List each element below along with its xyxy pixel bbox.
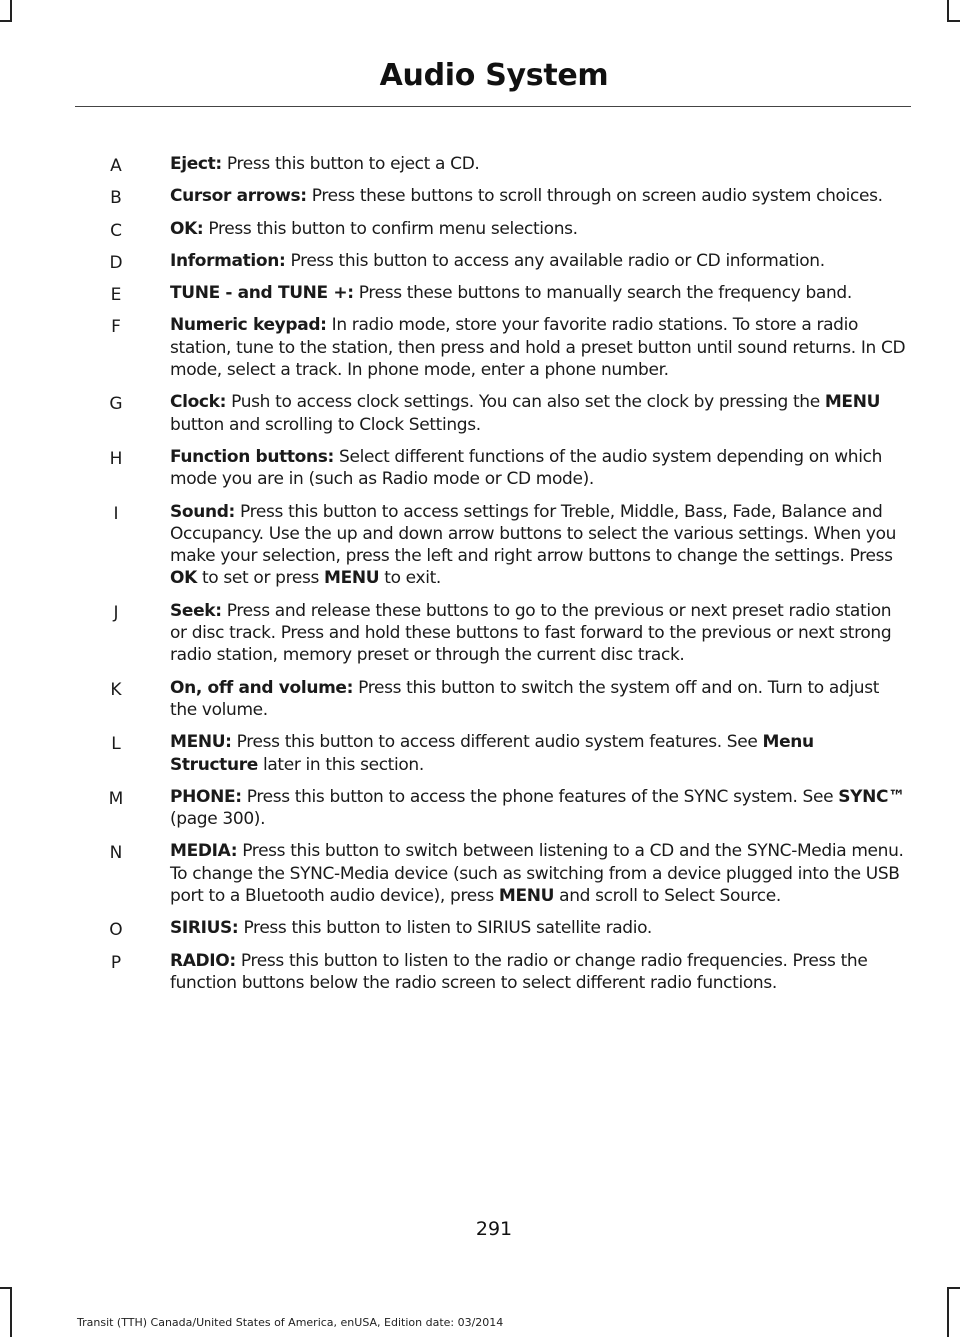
legend-item (0, 950, 960, 995)
crop-mark-bottom-left-horizontal (0, 1287, 12, 1289)
description-text: Press these buttons to manually search the frequency band. (353, 283, 852, 304)
description-text: Press this button to eject a CD. (221, 154, 480, 174)
bold-term: Function buttons: (170, 446, 334, 467)
description-text: Select different functions of the audio system depending on which mode you are in (such as Radio mode or CD mode). (170, 446, 883, 490)
bold-term: OK (170, 568, 197, 589)
legend-item (0, 250, 960, 272)
legend-item (0, 840, 960, 907)
bold-term: MENU (324, 568, 380, 589)
crop-mark-bottom-right-vertical (947, 1287, 949, 1337)
callout-letter: D (109, 252, 123, 273)
legend-item (0, 677, 960, 722)
legend-description (170, 786, 906, 831)
bold-term: PHONE: (170, 786, 242, 807)
crop-mark-top-right-horizontal (947, 20, 960, 22)
crop-mark-top-right-vertical (947, 0, 949, 22)
description-text: (page 300). (170, 809, 266, 830)
legend-description (170, 501, 906, 590)
callout-letter: F (111, 317, 121, 338)
legend-item (0, 786, 960, 831)
description-text: Press and release these buttons to go to the previous or next preset radio station or disc track. Press and hold these buttons to fast forward to the previous or next strong radio station, memory preset or through the current disc track. (170, 600, 892, 666)
callout-letter: G (109, 394, 123, 415)
callout-letter: E (110, 285, 122, 306)
description-text: Press this button to access any available radio or CD information. (285, 250, 825, 271)
bold-term: Eject: (170, 154, 222, 174)
callout-letter: M (108, 788, 124, 809)
legend-item (0, 185, 960, 207)
legend-description (170, 153, 906, 175)
bold-term: MENU (824, 392, 881, 413)
callout-letter: A (110, 156, 122, 176)
callout-letter: H (109, 448, 123, 469)
bold-term: Clock: (170, 392, 227, 413)
bold-term: SYNC™ (838, 786, 905, 807)
description-text: to set or press (196, 568, 325, 589)
description-text: Press this button to access the phone features of the SYNC system. See (241, 786, 839, 807)
callout-letter: L (111, 734, 121, 755)
legend-item (0, 218, 960, 240)
bold-term: MENU: (170, 732, 232, 753)
bold-term: OK: (170, 218, 204, 239)
legend-description (170, 314, 906, 381)
callout-letter: J (113, 602, 119, 623)
legend-description (170, 391, 906, 436)
legend-description (170, 282, 906, 304)
bold-term: On, off and volume: (170, 677, 354, 698)
bold-term: Seek: (170, 600, 222, 621)
bold-term: Menu Structure (170, 732, 814, 775)
bold-term: RADIO: (170, 950, 236, 971)
callout-letter: N (109, 843, 123, 864)
legend-item (0, 446, 960, 491)
edition-footer: Transit (TTH) Canada/United States of America, enUSA, Edition date: 03/2014 (77, 1316, 504, 1329)
description-text: later in this section. (257, 754, 424, 775)
crop-mark-bottom-right-horizontal (947, 1287, 960, 1289)
callout-letter: O (109, 920, 123, 941)
callout-letter: K (110, 679, 122, 700)
description-text: Press this button to access different audio system features. See (231, 732, 763, 753)
legend-description (170, 218, 906, 240)
legend-description (170, 250, 906, 272)
bold-term: TUNE - and TUNE +: (170, 283, 354, 304)
legend-item (0, 153, 960, 175)
legend-description (170, 185, 906, 207)
legend-item (0, 282, 960, 304)
description-text: Press this button to access settings for Treble, Middle, Bass, Fade, Balance and Occupancy. Use the up and down arrow buttons to select the various settings. When you make your selection, press the left and right arrow buttons to change the settings. Press (170, 501, 897, 567)
legend-description (170, 840, 906, 907)
legend-description (170, 446, 906, 491)
legend-description (170, 917, 906, 939)
legend-item (0, 314, 960, 381)
bold-term: SIRIUS: (170, 918, 239, 939)
description-text: In radio mode, store your favorite radio stations. To store a radio station, tune to the station, then press and hold a preset button until sound returns. In CD mode, select a track. In phone mode, enter a phone number. (170, 315, 906, 381)
legend-item (0, 501, 960, 590)
callout-letter: B (110, 188, 122, 209)
description-text: Press these buttons to scroll through on screen audio system choices. (306, 186, 883, 207)
legend-item (0, 391, 960, 436)
bold-term: Cursor arrows: (170, 186, 307, 207)
page-number: 291 (475, 1218, 513, 1240)
description-text: Press this button to switch the system off and on. Turn to adjust the volume. (170, 677, 880, 720)
bold-term: Numeric keypad: (170, 315, 327, 336)
description-text: Push to access clock settings. You can also set the clock by pressing the (226, 392, 825, 413)
legend-description (170, 731, 906, 776)
header-divider (75, 106, 911, 107)
description-text: Press this button to switch between listening to a CD and the SYNC-Media menu. To change the SYNC-Media device (such as switching from a device plugged into the USB port to a Bluetooth audio device), press (170, 841, 904, 907)
legend-description (170, 950, 906, 995)
bold-term: MEDIA: (170, 841, 238, 862)
legend-item (0, 917, 960, 939)
description-text: and scroll to Select Source. (554, 886, 781, 907)
crop-mark-top-left-vertical (10, 0, 12, 22)
description-text: Press this button to listen to SIRIUS satellite radio. (238, 918, 652, 939)
description-text: button and scrolling to Clock Settings. (170, 414, 481, 435)
page-title: Audio System (379, 58, 609, 93)
bold-term: MENU (498, 886, 555, 907)
crop-mark-top-left-horizontal (0, 20, 12, 22)
legend-description (170, 677, 906, 722)
bold-term: Information: (170, 250, 286, 271)
callout-letter: P (110, 952, 122, 973)
legend-item (0, 600, 960, 667)
crop-mark-bottom-left-vertical (10, 1287, 12, 1337)
legend-description (170, 600, 906, 667)
bold-term: Sound: (170, 501, 235, 522)
legend-item (0, 731, 960, 776)
description-text: Press this button to confirm menu selections. (203, 218, 578, 239)
description-text: Press this button to listen to the radio or change radio frequencies. Press the function buttons below the radio screen to select different radio functions. (170, 950, 868, 993)
button-legend-list (0, 153, 960, 1004)
callout-letter: C (110, 220, 122, 241)
callout-letter: I (113, 503, 119, 524)
description-text: to exit. (379, 568, 441, 589)
